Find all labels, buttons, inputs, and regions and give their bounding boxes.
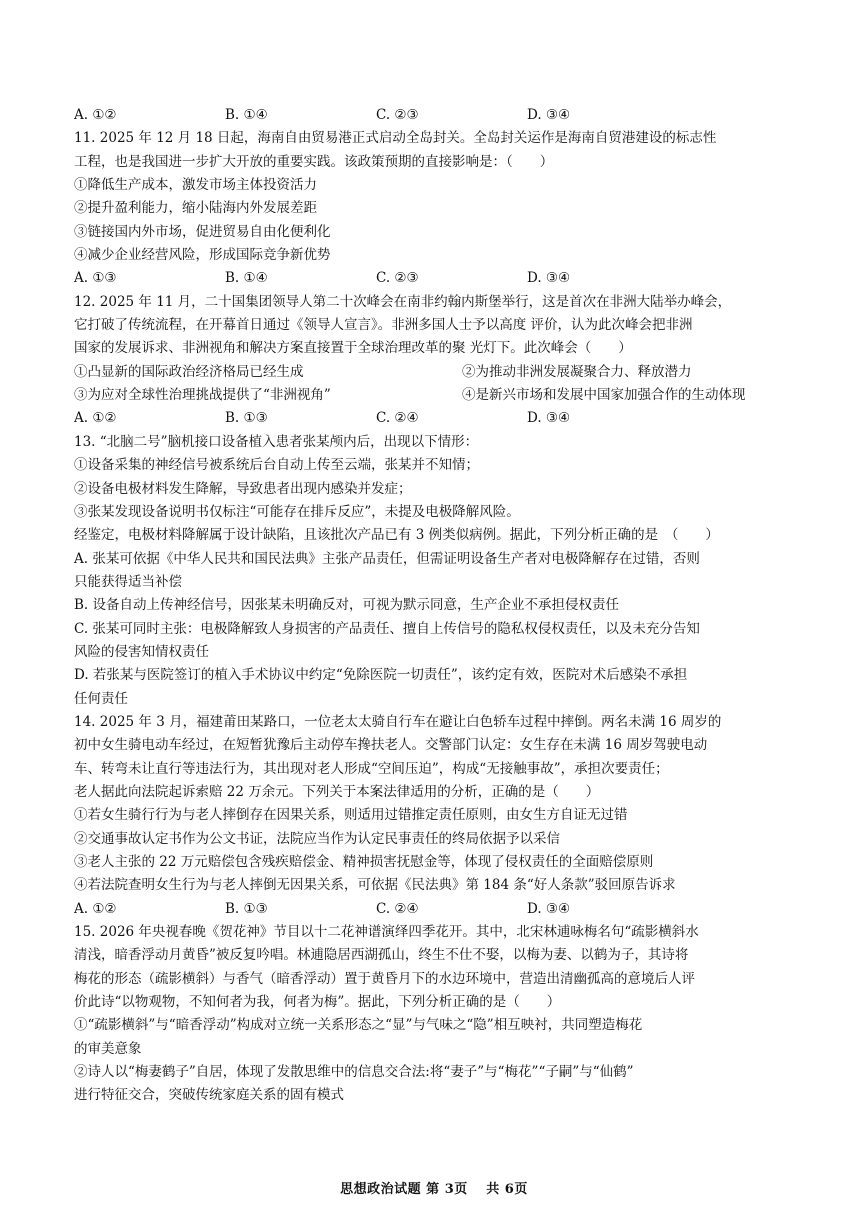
question-text-line: ①设备采集的神经信号被系统后台自动上传至云端，张某并不知情； — [74, 457, 479, 474]
question-text-line: 风险的侵害知情权责任 — [74, 643, 209, 660]
statement-item: ③链接国内外市场，促进贸易自由化便利化 — [74, 223, 331, 240]
option-a: A. ①② — [74, 410, 117, 427]
question-11 — [74, 127, 794, 290]
statement-item: ①“疏影横斜”与“暗香浮动”构成对立统一关系形态之“显”与气味之“隐”相互映衬，共同塑造梅花 — [74, 1017, 643, 1034]
option-d: D. ③④ — [527, 900, 571, 917]
statement-item: 进行特征交合，突破传统家庭关系的固有模式 — [74, 1087, 344, 1104]
option-a: A. ①③ — [74, 270, 117, 287]
option-a: A. ①② — [74, 107, 117, 123]
option-c: C. ②④ — [376, 410, 419, 427]
question-stem-line: 15. 2026 年央视春晚《贺花神》节目以十二花神谱演绎四季花开。其中，北宋林逋咏梅名句“疏影横斜水 — [74, 924, 699, 941]
question-text-line: 价此诗“以物观物，不知何者为我，何者为梅”。据此，下列分析正确的是（ ） — [74, 994, 561, 1011]
statement-item: ②提升盈利能力，缩小陆海内外发展差距 — [74, 200, 317, 217]
question-15 — [74, 921, 794, 1108]
question-stem-line: 13. “北脑二号”脑机接口设备植入患者张某颅内后，出现以下情形： — [74, 433, 479, 450]
option-b: B. ①④ — [225, 270, 268, 287]
option-d: D. ③④ — [527, 270, 571, 287]
question-text-line: 老人据此向法院起诉索赔 22 万余元。下列关于本案法律适用的分析，正确的是（ ） — [74, 783, 600, 800]
question-options — [74, 407, 794, 430]
statement-item: ②诗人以“梅妻鹤子”自居，体现了发散思维中的信息交合法:将“妻子”与“梅花”“子嗣”与“仙鹤” — [74, 1064, 634, 1081]
question-14 — [74, 711, 794, 921]
question-text-line: 车、转弯未让直行等违法行为，其出现对老人形成“空间压迫”，构成“无接触事故”，承担次要责任； — [74, 760, 669, 777]
statement-row — [74, 384, 794, 407]
statement-row — [74, 361, 794, 384]
statement-item: ①降低生产成本，激发市场主体投资活力 — [74, 177, 317, 194]
question-text-line: 任何责任 — [74, 690, 128, 707]
statement-item: ①若女生骑行行为与老人摔倒存在因果关系，则适用过错推定责任原则，由女生方自证无过错 — [74, 807, 628, 824]
question-12 — [74, 291, 794, 431]
statement-item: ③老人主张的 22 万元赔偿包含残疾赔偿金、精神损害抚慰金等，体现了侵权责任的全面赔偿原则 — [74, 854, 654, 870]
question-stem-line: 国家的发展诉求、非洲视角和解决方案直接置于全球治理改革的聚 光灯下。此次峰会（ ） — [74, 340, 632, 357]
question-text-line: 经鉴定，电极材料降解属于设计缺陷，且该批次产品已有 3 例类似病例。据此，下列分析正确的是 （ ） — [74, 527, 719, 544]
question-text-line: C. 张某可同时主张：电极降解致人身损害的产品责任、擅自上传信号的隐私权侵权责任，以及未充分告知 — [74, 620, 700, 637]
option-b: B. ①③ — [225, 410, 268, 427]
page-footer: 思想政治试题 第 3页 共 6页 — [340, 1182, 528, 1197]
question-text-line: ②设备电极材料发生降解，导致患者出现内感染并发症； — [74, 480, 412, 497]
option-c: C. ②③ — [376, 270, 419, 287]
option-c: C. ②④ — [376, 900, 419, 917]
option-a: A. ①② — [74, 900, 117, 917]
statement-item: ②交通事故认定书作为公文书证，法院应当作为认定民事责任的终局依据予以采信 — [74, 830, 560, 847]
statement-item: ④减少企业经营风险，形成国际竞争新优势 — [74, 247, 331, 264]
question-stem-line: 它打破了传统流程，在开幕首日通过《领导人宣言》。非洲多国人士予以高度 评价，认为此次峰会把非洲 — [74, 317, 693, 334]
question-stem-line: 12. 2025 年 11 月，二十国集团领导人第二十次峰会在南非约翰内斯堡举行，这是首次在非洲大陆举办峰会， — [74, 293, 732, 310]
question-text-line: 初中女生骑电动车经过，在短暂犹豫后主动停车搀扶老人。交警部门认定：女生存在未满 16 周岁驾驶电动 — [74, 737, 708, 754]
question-stem-line: 14. 2025 年 3 月，福建莆田某路口，一位老太太骑自行车在避让白色轿车过程中摔倒。两名未满 16 周岁的 — [74, 713, 722, 730]
prev-question-options — [74, 104, 794, 127]
question-text-line: A. 张某可依据《中华人民共和国民法典》主张产品责任，但需证明设备生产者对电极降解存在过错，否则 — [74, 550, 700, 567]
statement-item: ①凸显新的国际政治经济格局已经生成 — [74, 363, 304, 380]
option-b: B. ①④ — [225, 107, 268, 123]
question-text-line: ③张某发现设备说明书仅标注“可能存在排斥反应”，未提及电极降解风险。 — [74, 503, 520, 520]
question-content — [74, 104, 794, 1108]
statement-item: ④若法院查明女生行为与老人摔倒无因果关系，可依据《民法典》第 184 条“好人条款”驳回原告诉求 — [74, 877, 676, 894]
statement-item: ③为应对全球性治理挑战提供了“非洲视角” — [74, 387, 331, 404]
question-text-line: B. 设备自动上传神经信号，因张某未明确反对，可视为默示同意，生产企业不承担侵权责任 — [74, 597, 620, 614]
option-d: D. ③④ — [527, 107, 571, 123]
question-text-line: 清浅，暗香浮动月黄昏”被反复吟唱。林逋隐居西湖孤山，终生不仕不娶，以梅为妻、以鹤为子，其诗将 — [74, 947, 689, 964]
statement-item: ④是新兴市场和发展中国家加强合作的生动体现 — [462, 387, 746, 404]
statement-item: ②为推动非洲发展凝聚合力、释放潜力 — [462, 363, 692, 380]
option-d: D. ③④ — [527, 410, 571, 427]
question-text-line: D. 若张某与医院签订的植入手术协议中约定“免除医院一切责任”，该约定有效，医院对术后感染不承担 — [74, 667, 688, 684]
statement-item: 的审美意象 — [74, 1040, 142, 1057]
question-13 — [74, 431, 794, 711]
question-stem-line: 工程，也是我国进一步扩大开放的重要实践。该政策预期的直接影响是：（ ） — [74, 153, 554, 170]
option-c: C. ②③ — [376, 107, 419, 123]
option-b: B. ①③ — [225, 900, 268, 917]
question-text-line: 梅花的形态（疏影横斜）与香气（暗香浮动）置于黄昏月下的水边环境中，营造出清幽孤高的意境后人评 — [74, 970, 695, 987]
question-stem-line: 11. 2025 年 12 月 18 日起，海南自由贸易港正式启动全岛封关。全岛封关运作是海南自贸港建设的标志性 — [74, 130, 717, 147]
question-text-line: 只能获得适当补偿 — [74, 573, 182, 590]
question-options — [74, 898, 794, 921]
question-options — [74, 267, 794, 290]
